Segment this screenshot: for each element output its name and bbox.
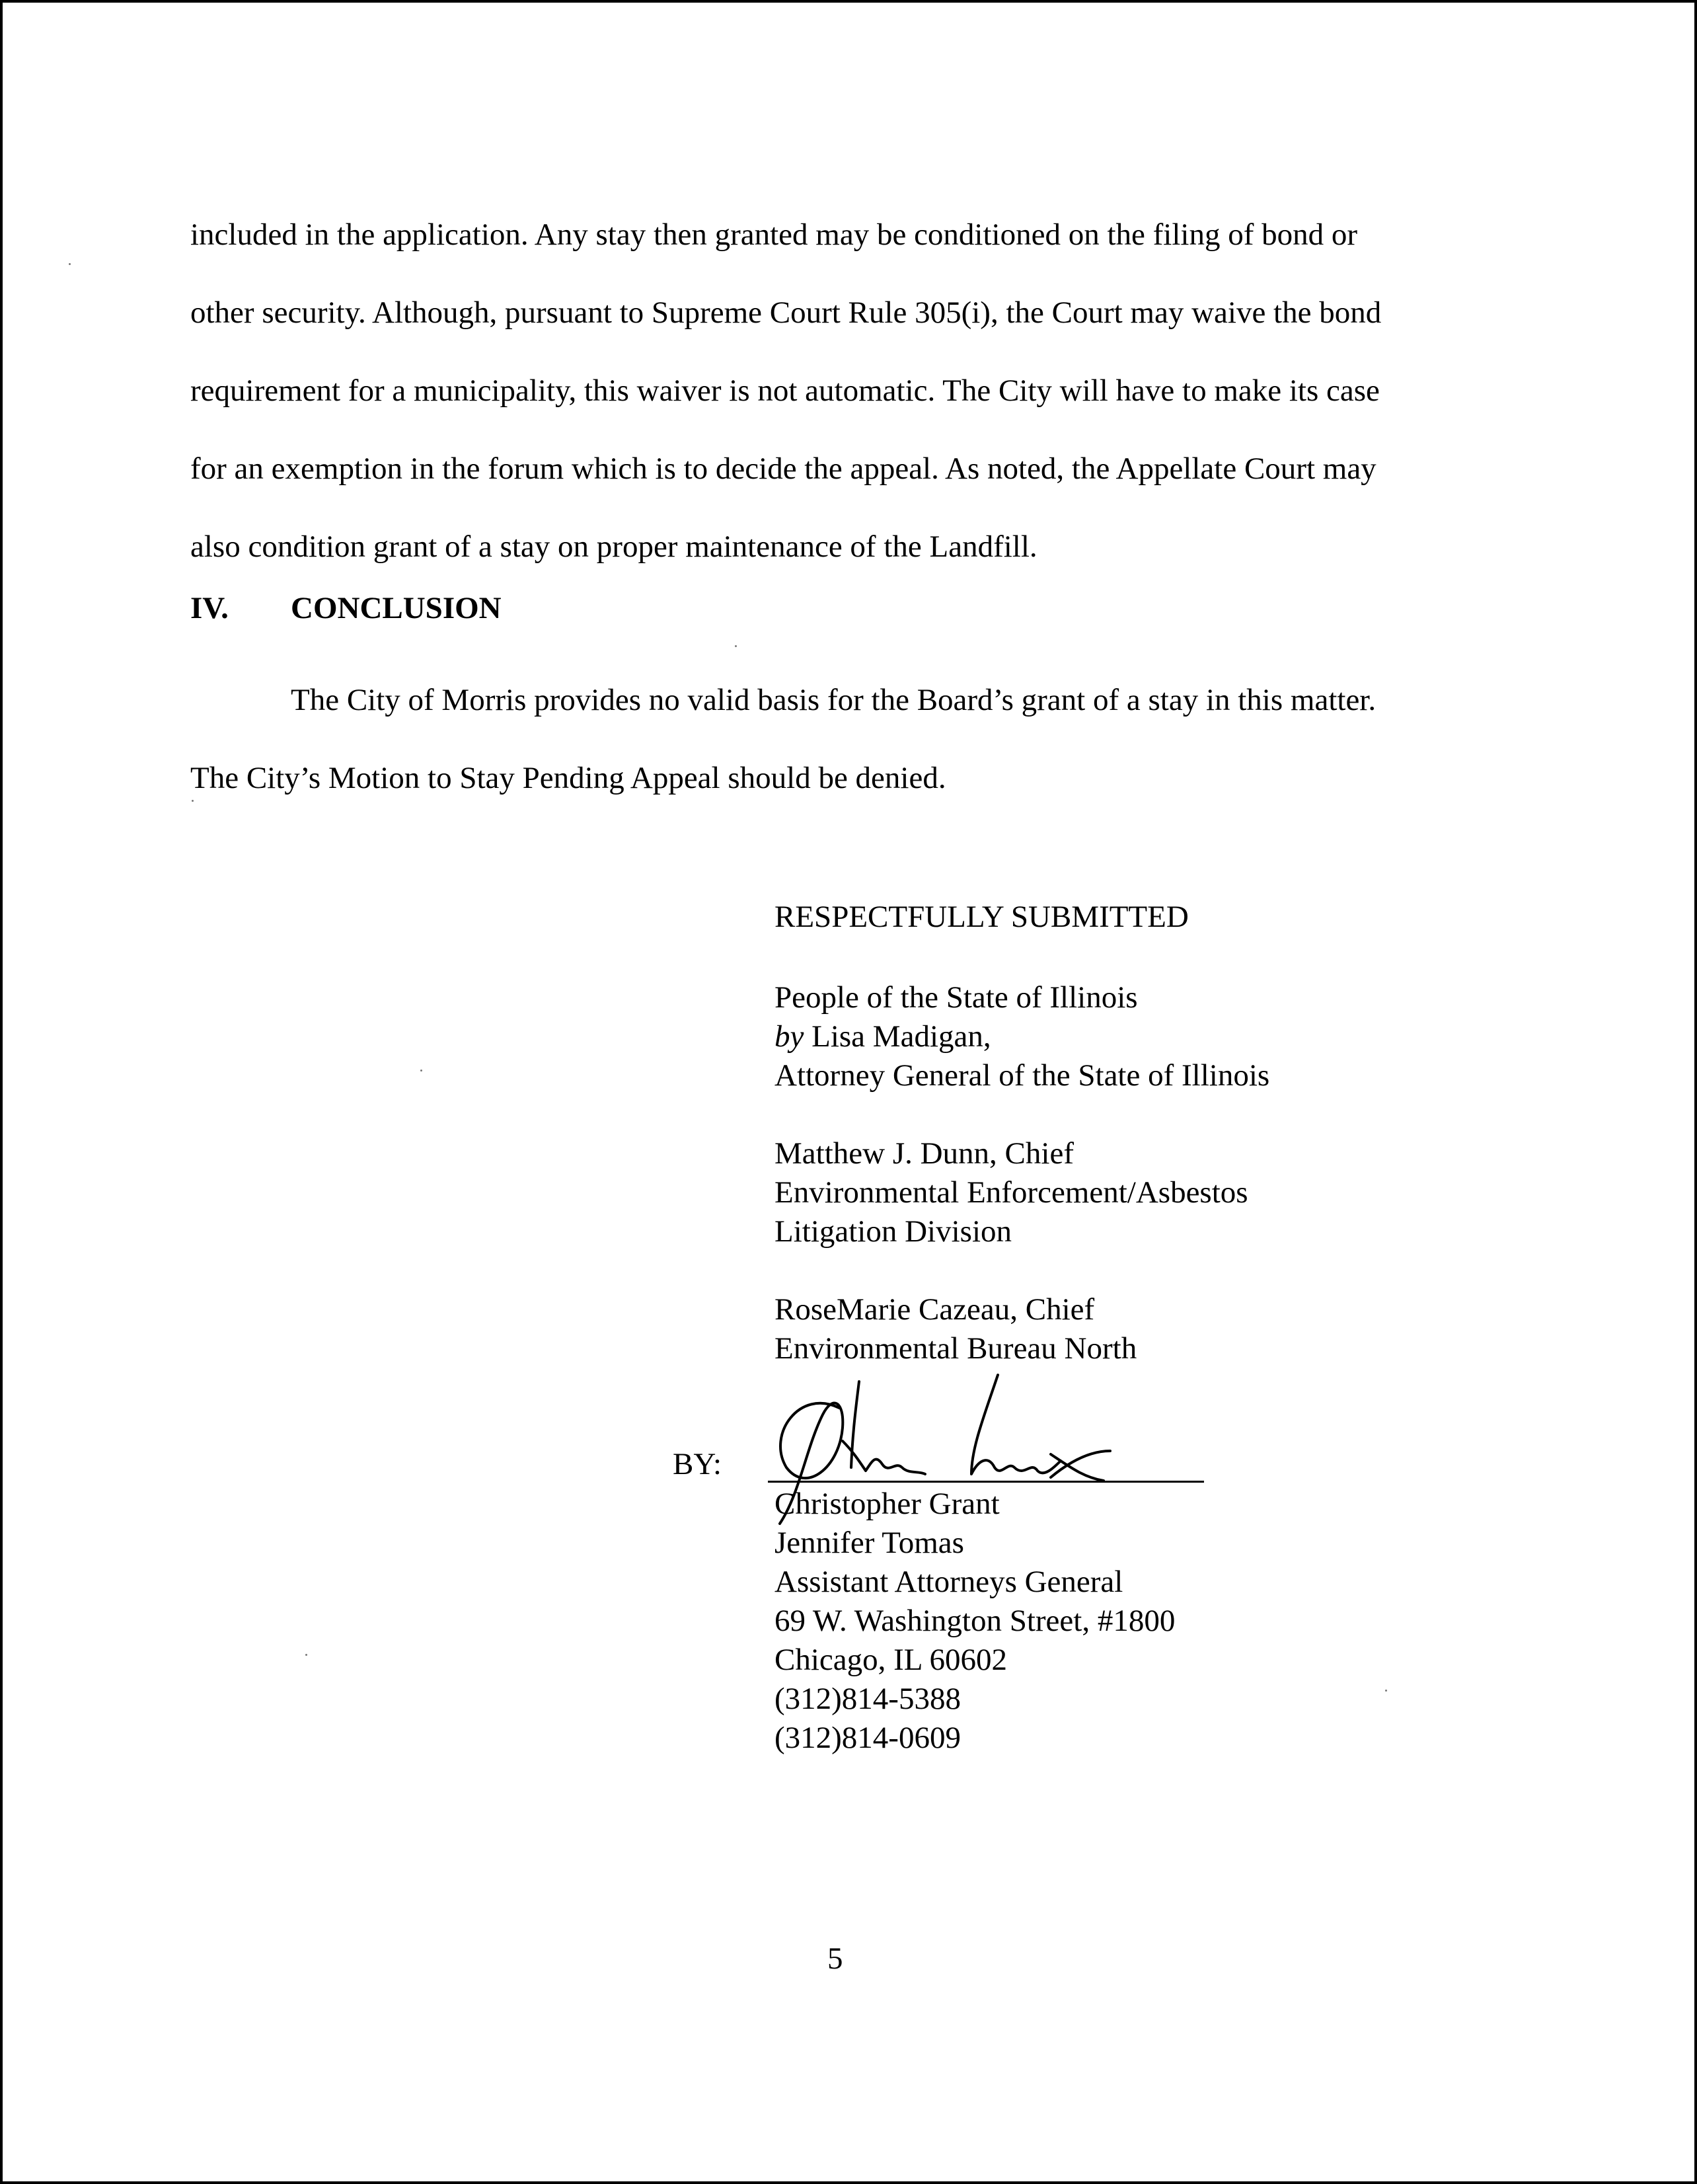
signature-line: [768, 1481, 1204, 1483]
conclusion-line: The City of Morris provides no valid basis for the Board’s grant of a stay in this matter.: [291, 683, 1376, 717]
body-paragraph: [190, 196, 1512, 586]
conclusion-paragraph: [190, 661, 1512, 817]
chief-line: Matthew J. Dunn, Chief: [774, 1136, 1074, 1171]
scan-speck: [305, 1654, 307, 1656]
signer-line: Jennifer Tomas: [774, 1526, 964, 1560]
body-line: requirement for a municipality, this waiver is not automatic. The City will have to make its case: [190, 373, 1380, 408]
scan-speck: [1385, 1690, 1387, 1692]
page-number: 5: [827, 1941, 843, 1976]
signer-line: 69 W. Washington Street, #1800: [774, 1604, 1176, 1638]
signer-line: Chicago, IL 60602: [774, 1643, 1007, 1677]
section-heading: [190, 582, 502, 635]
scan-speck: [735, 645, 737, 647]
signer-line: Assistant Attorneys General: [774, 1565, 1123, 1599]
attorney-general-block: [774, 978, 1269, 1095]
section-title: CONCLUSION: [291, 591, 502, 625]
chief-line: RoseMarie Cazeau, Chief: [774, 1292, 1095, 1327]
scan-speck: [192, 800, 194, 802]
bureau-chief-block: [774, 1290, 1137, 1368]
body-line: also condition grant of a stay on proper maintenance of the Landfill.: [190, 529, 1037, 564]
closing-line: RESPECTFULLY SUBMITTED: [774, 900, 1189, 934]
scan-speck: [420, 1070, 422, 1072]
chief-line: Litigation Division: [774, 1214, 1012, 1249]
signer-line: Christopher Grant: [774, 1487, 1000, 1521]
attorney-general-name: Lisa Madigan,: [804, 1019, 991, 1054]
signer-line: (312)814-5388: [774, 1682, 961, 1716]
division-chief-block: [774, 1134, 1248, 1251]
scan-speck: [69, 263, 71, 265]
body-line: for an exemption in the forum which is to decide the appeal. As noted, the Appellate Court may: [190, 451, 1376, 486]
by-label: BY:: [673, 1447, 722, 1481]
section-number: IV.: [190, 591, 229, 625]
chief-line: Environmental Enforcement/Asbestos: [774, 1175, 1248, 1210]
body-line: included in the application. Any stay then granted may be conditioned on the filing of bond or: [190, 217, 1358, 252]
chief-line: Environmental Bureau North: [774, 1331, 1137, 1366]
party-line: Attorney General of the State of Illinois: [774, 1058, 1270, 1093]
party-line-by: [774, 1017, 1269, 1056]
body-line: other security. Although, pursuant to Supreme Court Rule 305(i), the Court may waive the bond: [190, 295, 1382, 330]
signer-block: [774, 1485, 1175, 1758]
by-word: by: [774, 1019, 804, 1054]
party-line: People of the State of Illinois: [774, 980, 1138, 1015]
signer-line: (312)814-0609: [774, 1721, 961, 1755]
conclusion-line: The City’s Motion to Stay Pending Appeal should be denied.: [190, 761, 946, 795]
closing-text: [774, 898, 1189, 937]
